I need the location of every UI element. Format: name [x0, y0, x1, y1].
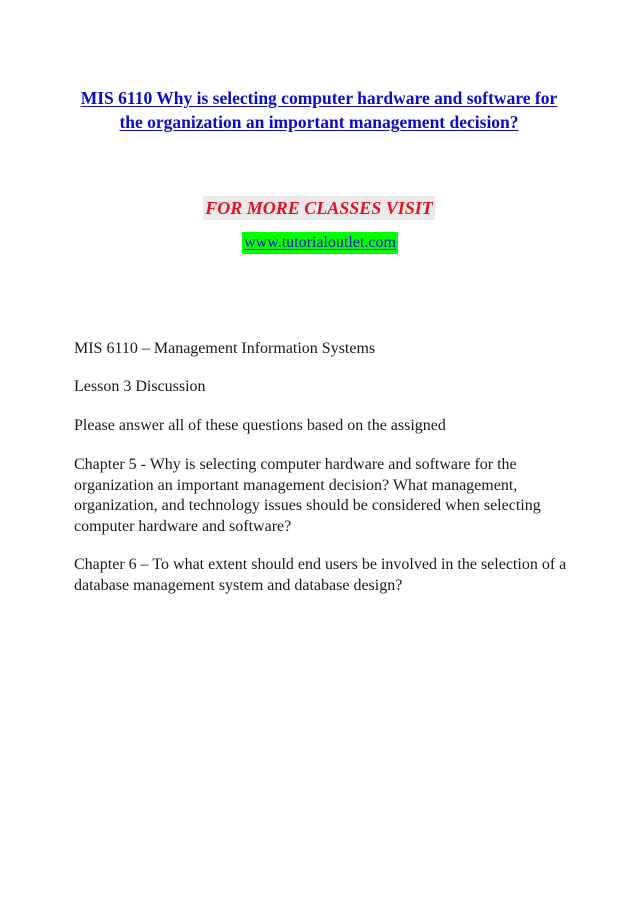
promo-url-container: [0, 232, 638, 254]
document-title-link[interactable]: MIS 6110 Why is selecting computer hardware and software for the organization an important management decision?: [80, 88, 558, 132]
course-line: MIS 6110 – Management Information Systems: [74, 340, 376, 357]
instruction-line: Please answer all of these questions based on the assigned: [74, 417, 446, 434]
chapter-6-question: Chapter 6 – To what extent should end users be involved in the selection of a database management system and database design?: [74, 556, 567, 594]
promo-url-link[interactable]: www.tutorialoutlet.com: [242, 232, 398, 254]
promo-banner: [0, 196, 638, 220]
promo-text: FOR MORE CLASSES VISIT: [205, 198, 433, 218]
chapter-5-question: Chapter 5 - Why is selecting computer hardware and software for the organization an important management decision? What management, organization, and technology issues should be considered when selecting computer hardware and software?: [74, 456, 541, 535]
lesson-line: Lesson 3 Discussion: [74, 378, 206, 395]
